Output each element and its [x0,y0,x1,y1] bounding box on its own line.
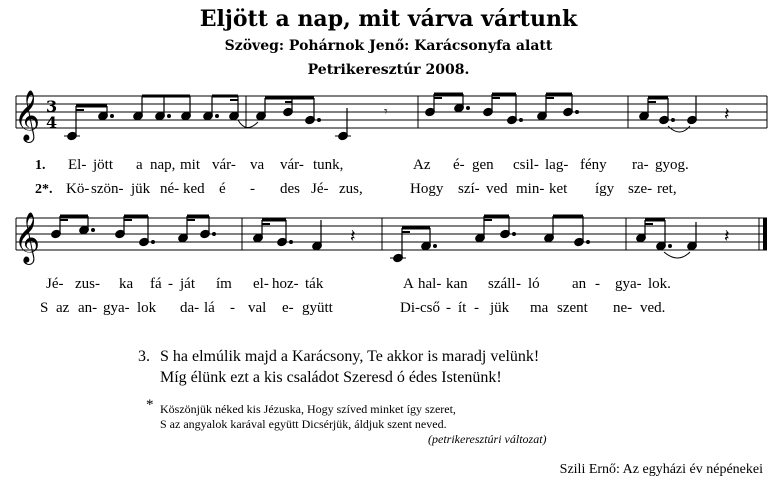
verse-2-syllable: Kö- [66,181,90,197]
verse-1-syllable: é- [453,157,465,173]
verse-1-syllable: Jé- [46,276,64,292]
verse-1-syllable: fény [580,157,607,173]
verse-1-syllable: gya- [615,276,642,292]
verse-2-syllable: Hogy [410,181,444,197]
verse-2-number: 2*. [35,182,53,197]
verse-1-syllable: gen [472,157,494,173]
verse-1-syllable: Az [413,157,431,173]
verse-2-syllable: ne- [613,300,633,316]
verse-2-syllable: jük [131,181,151,197]
verse-1-syllable: vár- [212,157,236,173]
verse-1-syllable: ra- [632,157,649,173]
verse-2-syllable: ked [183,181,205,197]
time-signature-top: 3 [46,97,58,116]
verse-1-syllable: tunk, [313,157,344,173]
footnote-line-2: S az angyalok karával együtt Dicsérjük, áldjuk szent neved. [160,417,447,431]
measure-1-notes [64,96,239,141]
staff-system-2 [0,212,777,272]
verse-1-syllable: lag- [545,157,569,173]
measure-4-notes [639,96,730,132]
verse-1-syllable: an [572,276,587,292]
verse-2-syllable: S [40,300,49,316]
verse-1-syllable: csil- [513,157,539,173]
verse-2-syllable: így [595,181,615,197]
verse-2-syllable: é [219,181,226,197]
measure-7-notes [390,216,590,263]
footnote-line-1: Köszönjük néked kis Jézuska, Hogy szíved minket így szeret, [160,402,456,416]
verse-2-syllable: az [56,300,70,316]
verse-1-syllable: száll [488,276,516,292]
verse-1-syllable: lok. [648,276,671,292]
verse-2-syllable: - [250,181,255,197]
verse-2-syllable: ret, [657,181,677,197]
treble-clef-icon: 𝄞 [14,90,41,141]
verse-3-line-2: Míg élünk ezt a kis családot Szeresd ó édes Istenünk! [160,369,502,386]
verse-2-syllable: Jé- [311,181,329,197]
verse-2-syllable: - [446,300,451,316]
verse-2-syllable: e- [282,300,294,316]
verse-2-syllable: zus, [339,181,363,197]
verse-1-syllable: zus- [75,276,100,292]
footnote-variant: (petrikeresztúri változat) [428,432,547,446]
verse-2-syllable: gyütt [302,300,333,316]
verse-2-syllable: szí- [458,181,480,197]
verse-2-syllable: ved. [640,300,666,316]
verse-2-syllable: min- [516,181,545,197]
verse-1-syllable: kan [446,276,468,292]
verse-2-syllable: - [230,300,235,316]
lyrics-source: Szöveg: Pohárnok Jenő: Karácsonyfa alatt [224,38,553,54]
verse-2-syllable: des [280,181,300,197]
treble-clef-icon: 𝄞 [14,212,41,263]
quarter-rest-icon: 𝄽 [724,104,730,125]
verse-2-syllable: né- [160,181,180,197]
verse-2-syllable: lok [137,300,157,316]
verse-2-syllable: da- [180,300,200,316]
verse-2-syllable: sze- [628,181,653,197]
verse-1-syllable: fá [150,276,162,292]
verse-1-syllable: ták [305,276,324,292]
music-source: Szili Ernő: Az egyházi év népénekei [559,462,763,477]
verse-1-syllable: hoz- [272,276,299,292]
verse-2-syllable: gya- [103,300,130,316]
verse-1-syllable: a [136,157,143,173]
verse-3-number: 3. [138,348,150,365]
place-year: Petrikeresztúr 2008. [307,62,470,78]
footnote-mark: * [146,397,154,413]
quarter-rest-icon: 𝄽 [724,226,730,247]
verse-1-syllable: jött [93,157,114,173]
verse-1-syllable: vár- [280,157,304,173]
verse-2-syllable: szent [557,300,588,316]
quarter-rest-icon: 𝄽 [350,226,356,247]
verse-1-syllable: gyog. [655,157,689,173]
verse-2-syllable: ít [458,300,467,316]
verse-1-syllable: mit [180,157,201,173]
verse-1-syllable: ka [119,276,134,292]
time-signature-bottom: 4 [46,113,58,132]
verse-1-syllable: hal- [418,276,442,292]
verse-2-syllable: an- [78,300,98,316]
verse-3-line-1: S ha elmúlik majd a Karácsony, Te akkor is maradj velünk! [160,348,540,365]
verse-2-syllable: lá [204,300,215,316]
verse-1-syllable: - [595,276,600,292]
verse-1-syllable: nap, [150,157,176,173]
verse-2-syllable: ved [486,181,508,197]
verse-2-syllable: ket [549,181,568,197]
verse-2-syllable: szön- [91,181,124,197]
verse-2-syllable: jük [490,300,510,316]
verse-1-number: 1. [35,158,46,173]
verse-2-syllable: - [474,300,479,316]
verse-2-syllable: val [248,300,267,316]
verse-1-syllable: El- [68,157,87,173]
staff-system-1 [0,90,777,150]
verse-2-syllable: ma [530,300,549,316]
verse-1-syllable: ló [528,276,540,292]
verse-1-syllable: ím [216,276,232,292]
verse-1-syllable: ját [180,276,195,292]
verse-1-syllable: - [168,276,173,292]
song-title: Eljött a nap, mit várva vártunk [199,6,578,32]
verse-1-syllable: el- [253,276,269,292]
eighth-rest-icon: 𝄾 [384,104,388,120]
verse-2-syllable: cső [420,300,440,316]
measure-6-notes [253,220,356,251]
verse-1-syllable: A [403,276,414,292]
verse-2-syllable: Di- [400,300,420,316]
verse-1-syllable: - [516,276,521,292]
verse-1-syllable: va [250,157,265,173]
